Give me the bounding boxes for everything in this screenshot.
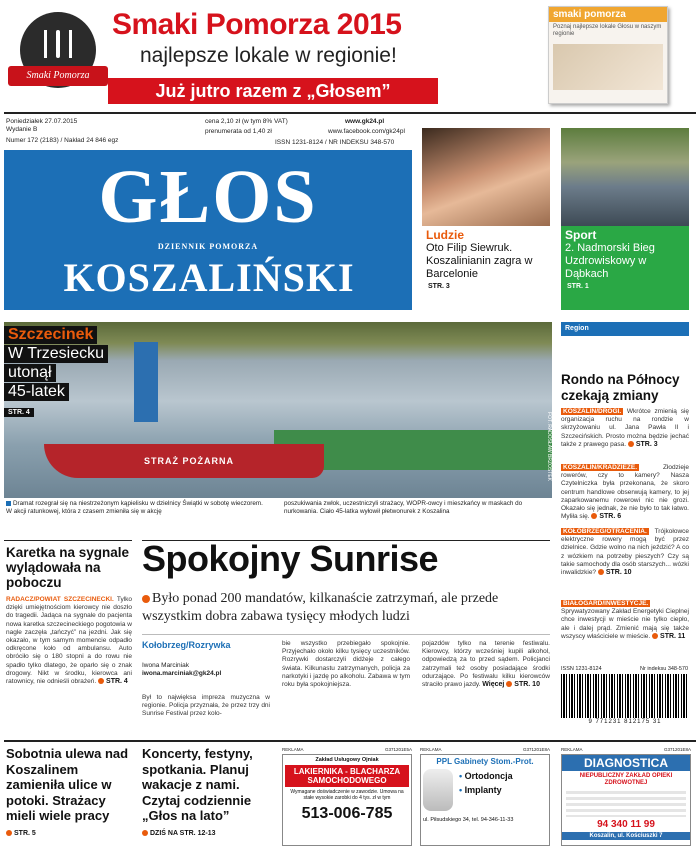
teaser-ludzie-photo <box>422 128 550 226</box>
lead-line-3: 45-latek <box>4 383 69 401</box>
main-story-title[interactable]: Spokojny Sunrise <box>142 538 439 579</box>
region-item-2[interactable] <box>561 464 689 521</box>
promo-book-title: smaki pomorza <box>549 7 667 22</box>
promo-badge <box>8 8 108 98</box>
promo-book-photo <box>553 44 663 90</box>
teaser-ludzie-text: Oto Filip Siewruk. Koszalinianin zagra w Barcelonie <box>426 242 533 280</box>
boat-text: STRAŻ POŻARNA <box>144 456 234 466</box>
main-story-email[interactable]: iwona.marciniak@gk24.pl <box>142 670 222 677</box>
ad-1-phone[interactable]: 513-006-785 <box>301 805 393 822</box>
teaser-sport-kicker: Sport <box>565 228 597 242</box>
promo-subtitle: najlepsze lokale w regionie! <box>140 44 397 67</box>
photo-credit: FOT. RADOSŁAW BRZOSTEK <box>546 412 552 481</box>
region-item-4-str: STR. 11 <box>660 632 686 640</box>
side-story-text: Tylko dzięki umiejętnościom kierowcy nie doszło do tragedii. Jadąca na sygnale do pacjenta nowa karetka szczecineckiego pogotowia w nagle zaczęła „tańczyć” na jezdni. Jak się okazało, w tym samym momencie odpadło odkręcone koło od ambulansu. Auto obróciło się o 180 stopni a do rowu nie spadło tylko dlatego, że oparło się o znak drogowy. Nikt w środku, kierowca ani ratownicy, nie odnieśli obrażeń. <box>6 596 132 686</box>
ad-1-intro: Zakład Usługowy Ojniak <box>315 757 379 763</box>
bottom-mid-title[interactable]: Koncerty, festyny, spotkania. Planuj wakacje z nami. Czytaj codziennie „Głos na lato” <box>142 746 253 823</box>
bottom-left-str: STR. 5 <box>14 830 36 837</box>
ad-2-address: ul. Piłsudskiego 34, tel. 94-346-11-33 <box>423 817 514 823</box>
issue-price-sub: prenumerata od 1,40 zł <box>205 128 272 135</box>
ad-2-service-2-text: Implanty <box>464 785 502 795</box>
main-story-author: Iwona Marciniak <box>142 662 189 669</box>
ad-2-code: G371201E8A <box>522 747 550 752</box>
side-story-body <box>6 596 132 686</box>
issue-date: Poniedziałek 27.07.2015 <box>6 118 78 125</box>
ad-2-label: REKLAMA <box>420 747 442 752</box>
cutlery-icon <box>38 24 78 64</box>
ad-2-service-1-text: Ortodoncja <box>464 771 513 781</box>
ad-1-detail: Wymagane doświadczenie w zawodzie. Umowa na stałe wysokie zarobki do 4 tys. zł w tym <box>290 789 404 801</box>
region-item-3-str: STR. 10 <box>605 569 632 577</box>
ad-3-services <box>566 791 686 817</box>
main-story-lead <box>142 590 552 626</box>
logo-koszalinski: KOSZALIŃSKI <box>63 255 355 300</box>
region-item-3-text: Trójkołowce elektryczne rowery mogą być przez dzielnice. Gdzie wolno na nich jeździć? A co z wózkiem na potrzeby pieszych? Czy są takie samochody dla osób starszych... wózki inwalidzkie? <box>561 528 689 577</box>
region-item-1-kicker: KOSZALIN/DROGI. <box>563 408 622 415</box>
promo-banner: Już jutro razem z „Głosem” <box>108 78 438 104</box>
barcode-digits: 9 771231 812175 31 <box>588 719 662 725</box>
main-story-dateline: Kołobrzeg/Rozrywka <box>142 640 231 650</box>
lead-kicker: Szczecinek <box>4 326 97 344</box>
issn-small: ISSN 1231-8124 <box>561 666 602 672</box>
teaser-ludzie-kicker: Ludzie <box>426 228 464 242</box>
teaser-sport-str: STR. 1 <box>567 283 589 290</box>
lead-caption-left <box>6 500 264 516</box>
issue-price: cena 2,10 zł (w tym 8% VAT) <box>205 118 288 125</box>
bottom-mid-str: DZIŚ NA STR. 12-13 <box>150 830 216 837</box>
region-item-4-text: Sprywatyzowany Zakład Energetyki Cieplnej chce inwestycji w mieście nie tylko ciepło, ale i dalej prąd. Zmienić mają się także wszyscy właściciele w mieście. <box>561 608 689 640</box>
logo-glos: GŁOS <box>98 155 318 239</box>
region-item-1-str: STR. 3 <box>635 440 658 448</box>
teaser-ludzie-str: STR. 3 <box>428 283 450 290</box>
ad-3-code: G371201E8A <box>663 747 691 752</box>
lead-line-1: W Trzesiecku <box>4 345 108 363</box>
ad-2-meta <box>420 746 550 754</box>
tooth-icon <box>423 769 453 811</box>
side-story-str: STR. 4 <box>106 678 128 686</box>
side-story-kicker: RADACZ/POWIAT SZCZECINECKI. <box>6 596 114 603</box>
issue-number: Numer 172 (2183) / Nakład 24 846 egz <box>6 137 119 144</box>
ad-3-label: REKLAMA <box>561 747 583 752</box>
lead-photo[interactable] <box>4 322 552 498</box>
region-item-4-kicker: BIAŁOGARD/INWESTYCJE. <box>563 600 649 607</box>
main-story-lead-text: Było ponad 200 mandatów, kilkanaście zatrzymań, ale przede wszystkim dobra zabawa tysięcy młodych ludzi <box>142 591 499 624</box>
lead-str: STR. 4 <box>4 408 34 417</box>
region-item-3-kicker: KOŁOBRZEG/OTRACENIA. <box>563 528 647 535</box>
logo-subtitle: DZIENNIK POMORZA <box>157 242 259 251</box>
lead-caption-right: poszukiwania zwłok, uczestniczyli strażacy, WOPR-owcy i mieszkańcy w maskach do nurkowania. Ciało 45-latka wyłowił płetwonurek z Koszalina <box>284 500 523 515</box>
ad-3-tagline: NIEPUBLICZNY ZAKŁAD OPIEKI ZDROWOTNEJ <box>579 773 673 786</box>
main-story-str: STR. 10 <box>514 681 540 689</box>
region-header: Region <box>561 322 689 336</box>
region-item-1-text: Wkrótce zmienią się organizacja ruchu na rondzie w skrzyżowaniu ul. Jana Pawła II i Szczecińskich. Prosto można będzie jechać także z prawego pasa. <box>561 408 690 448</box>
ad-lakiernik[interactable] <box>282 746 412 844</box>
region-item-1[interactable] <box>561 408 689 449</box>
index-small: Nr indeksu 348-570 <box>640 666 689 672</box>
ad-dentist[interactable] <box>420 746 550 844</box>
promo-book <box>548 6 668 104</box>
region-item-2-text: Złodzieje rowerów, czy to kamery? Nasza Czytelniczka była przekonana, że skoro centrum handlowe obserwują kamery, to jej zaparkowanemu rowerowi nic nie grozi. Okazało się jednak, że nie było to tak łatwo. Myliła się. <box>561 464 689 521</box>
lead-caption-left-text: Dramat rozegrał się na niestrzeżonym kąpielisku w dzielnicy Świątki w sobotę wieczorem. W akcji ratunkowej, która z czasem zmieniła się w akcję <box>6 500 263 515</box>
ad-1-label: REKLAMA <box>282 747 304 752</box>
main-story-col1: Był to najwięksa impreza muzyczna w regionie. Policja przyznała, że przez trzy dni Sunrise Festival przez kolo- <box>142 694 270 718</box>
ad-3-name: DIAGNOSTICA <box>562 755 690 771</box>
ad-2-service-2: • Implanty <box>459 785 502 795</box>
main-story-col3 <box>422 640 550 689</box>
barcode <box>561 674 689 718</box>
ad-1-heading: LAKIERNIKA - BLACHARZA SAMOCHODOWEGO <box>285 765 409 787</box>
facebook-link[interactable]: www.facebook.com/gk24pl <box>328 128 405 135</box>
issue-edition: Wydanie B <box>6 126 38 133</box>
region-title: Rondo na Północy czekają zmiany <box>561 372 680 403</box>
teaser-sport[interactable] <box>561 128 689 310</box>
teaser-sport-photo <box>561 128 689 226</box>
side-story-title[interactable]: Karetka na sygnale wylądowała na poboczu <box>6 545 130 590</box>
region-item-2-kicker: KOSZALIN/KRADZIEŻE. <box>563 464 638 471</box>
ad-3-phone[interactable]: 94 340 11 99 <box>597 819 655 830</box>
bottom-mid-str-wrap <box>142 830 215 837</box>
promo-badge-label: Smaki Pomorza <box>8 66 108 86</box>
ad-diagnostica[interactable] <box>561 746 691 844</box>
ad-1-code: G371201E5A <box>384 747 412 752</box>
lead-line-2: utonął <box>4 364 56 382</box>
bottom-left-str-wrap <box>6 830 36 837</box>
teaser-sport-text: 2. Nadmorski Bieg Uzdrowiskowy w Dąbkach <box>565 242 655 280</box>
promo-title: Smaki Pomorza 2015 <box>112 8 402 41</box>
ad-2-service-1: • Ortodoncja <box>459 771 513 781</box>
masthead-logo[interactable] <box>4 150 412 310</box>
fire-boat <box>44 444 324 478</box>
ad-3-address: Koszalin, ul. Kościuszki 7 <box>562 832 690 840</box>
main-story-col2: bie wszystko przebiegało spokojnie. Przyjechało około kilku tysięcy uczestników. Rozrywki dostarczyli didżeje z całego świata. Kilkunastu zatrzymanych, policja za narkotyki i jazdę po alkoholu. Zabawa w tym roku była spokojniejsza. <box>282 640 410 689</box>
main-story-more: Więcej <box>482 681 505 689</box>
ad-2-name: PPL Gabinety Stom.-Prot. <box>436 757 534 766</box>
teaser-ludzie[interactable] <box>422 128 550 310</box>
pole <box>134 342 158 422</box>
bottom-left-title[interactable]: Sobotnia ulewa nad Koszalinem zamieniła ulice w potoki. Strażacy mieli wiele pracy <box>6 746 129 823</box>
main-story-col3-text: pojazdów tylko na terenie festiwalu. Kierowcy, którzy wcześniej kupili alkohol, odpowiedzą za to przed sądem. Policjanci zatrzymali też osoby posiadające środki odurzające. Po festiwalu kilku kierowców straciło prawo jazdy. <box>422 640 550 689</box>
ad-1-meta <box>282 746 412 754</box>
lead-overlay <box>4 326 108 419</box>
region-item-4[interactable] <box>561 600 689 641</box>
ad-3-meta <box>561 746 691 754</box>
region-item-3[interactable] <box>561 528 689 577</box>
promo-section[interactable] <box>0 0 700 110</box>
issn-line: ISSN 1231-8124 / NR INDEKSU 348-570 <box>275 139 395 146</box>
website-link[interactable]: www.gk24.pl <box>345 118 385 125</box>
promo-book-subtitle: Poznaj najlepsze lokale Głosu w naszym regionie <box>553 24 662 37</box>
region-item-2-str: STR. 6 <box>599 513 622 521</box>
